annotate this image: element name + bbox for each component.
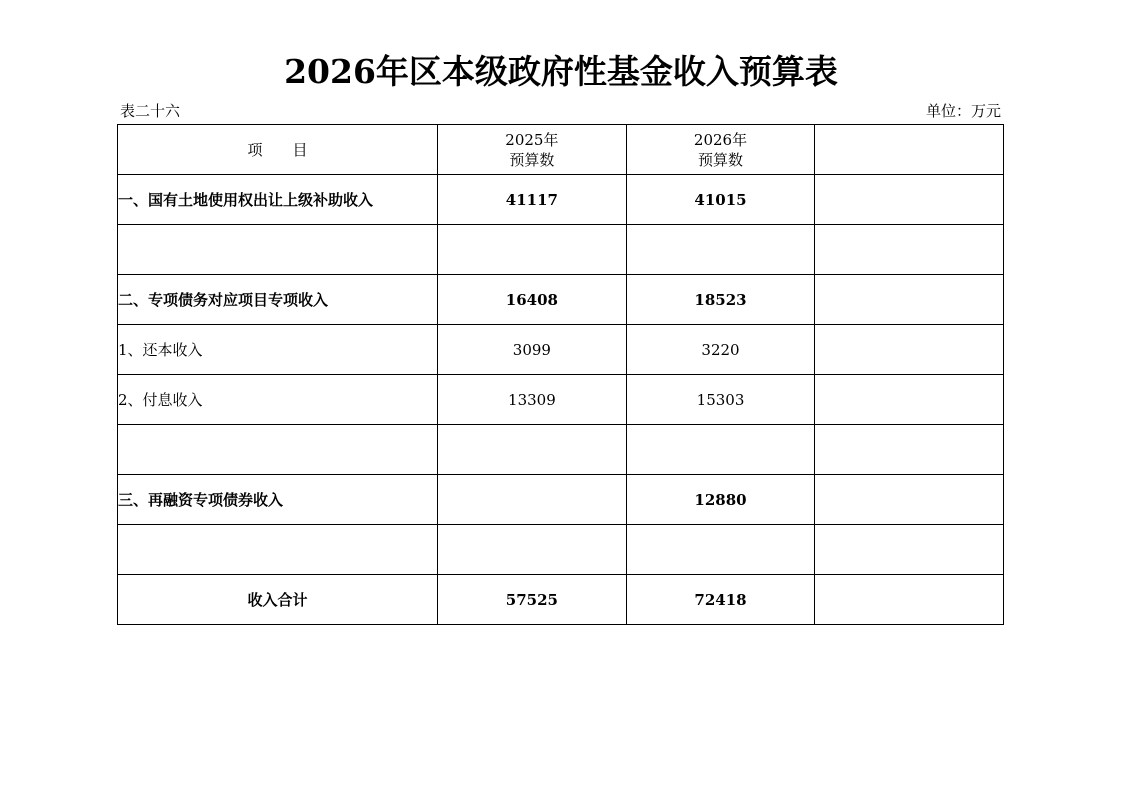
total-label: 收入合计 <box>118 575 438 625</box>
total-2025-value: 57525 <box>438 575 627 625</box>
row-2025-value <box>438 425 627 475</box>
row-2025-value: 16408 <box>438 275 627 325</box>
table-row <box>118 425 1004 475</box>
row-2026-value <box>626 225 815 275</box>
row-2026-value: 12880 <box>626 475 815 525</box>
header-2026-sub: 预算数 <box>698 150 744 169</box>
total-2026-value: 72418 <box>626 575 815 625</box>
row-2026-value <box>626 525 815 575</box>
page-title: 2026年区本级政府性基金收入预算表 <box>284 52 838 91</box>
row-2026-value: 41015 <box>626 175 815 225</box>
row-item: 2、付息收入 <box>118 375 438 425</box>
table-row <box>118 175 1004 225</box>
header-item-label: 项 目 <box>247 140 308 159</box>
row-item: 1、还本收入 <box>118 325 438 375</box>
row-extra <box>815 275 1004 325</box>
row-2026-value: 3220 <box>626 325 815 375</box>
table-row <box>118 275 1004 325</box>
row-item <box>118 225 438 275</box>
table-row <box>118 475 1004 525</box>
header-2026-budget <box>626 125 815 175</box>
row-extra <box>815 425 1004 475</box>
row-2025-value <box>438 525 627 575</box>
row-2025-value <box>438 225 627 275</box>
row-2025-value: 41117 <box>438 175 627 225</box>
row-extra <box>815 225 1004 275</box>
header-2025-year: 2025年 <box>505 130 559 149</box>
row-2026-value: 15303 <box>626 375 815 425</box>
row-extra <box>815 175 1004 225</box>
row-extra <box>815 525 1004 575</box>
table-row <box>118 325 1004 375</box>
header-2026-year: 2026年 <box>693 130 748 149</box>
header-blank <box>815 125 1004 175</box>
header-2025-sub: 预算数 <box>509 150 555 169</box>
row-2025-value <box>438 475 627 525</box>
total-row <box>118 575 1004 625</box>
row-item: 三、再融资专项债券收入 <box>118 475 438 525</box>
row-2026-value <box>626 425 815 475</box>
header-2025-budget <box>438 125 627 175</box>
budget-table <box>117 124 1004 625</box>
table-row <box>118 375 1004 425</box>
row-extra <box>815 325 1004 375</box>
row-item <box>118 525 438 575</box>
row-2025-value: 3099 <box>438 325 627 375</box>
table-row <box>118 525 1004 575</box>
row-item <box>118 425 438 475</box>
row-2025-value: 13309 <box>438 375 627 425</box>
table-header-row <box>118 125 1004 175</box>
table-number-label: 表二十六 <box>120 102 181 120</box>
row-2026-value: 18523 <box>626 275 815 325</box>
row-extra <box>815 475 1004 525</box>
table-row <box>118 225 1004 275</box>
unit-label: 单位：万元 <box>925 102 1001 120</box>
row-item: 二、专项债务对应项目专项收入 <box>118 275 438 325</box>
row-extra <box>815 375 1004 425</box>
total-extra <box>815 575 1004 625</box>
header-item <box>118 125 438 175</box>
row-item: 一、国有土地使用权出让上级补助收入 <box>118 175 438 225</box>
